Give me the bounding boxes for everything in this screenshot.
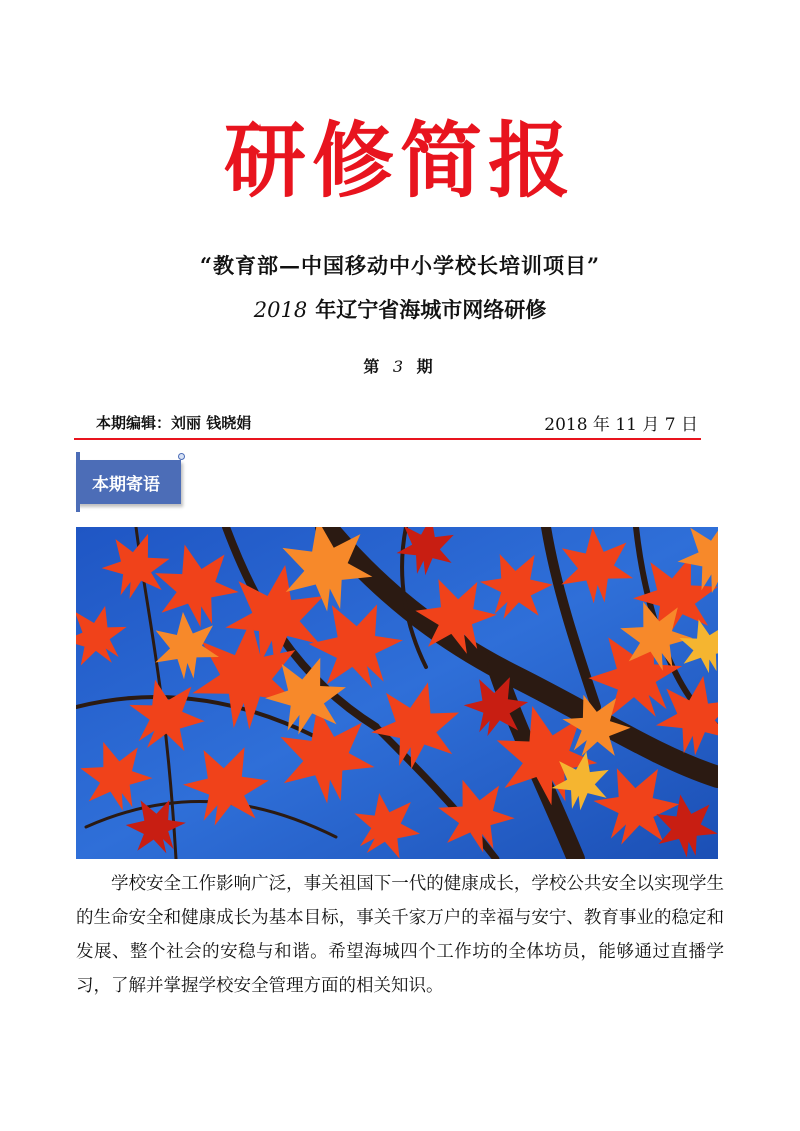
autumn-red-maple-leaves-photo-icon xyxy=(76,527,718,859)
program-name: 年辽宁省海城市网络研修 xyxy=(315,297,547,322)
program-subtitle xyxy=(0,294,800,324)
publish-date: 2018 年 11 月 7 日 xyxy=(544,415,698,435)
issue-suffix: 期 xyxy=(416,357,437,376)
program-year: 2018 xyxy=(253,298,308,322)
issue-number-value: 3 xyxy=(392,357,408,376)
body-paragraph: 学校安全工作影响广泛，事关祖国下一代的健康成长，学校公共安全以实现学生的生命安全和健康成长为基本目标，事关千家万户的幸福与安宁、教育事业的稳定和发展、整个社会的安稳与和谐。希望海城四个工作坊的全体坊员，能够通过直播学习，了解并掌握学校安全管理方面的相关知识。 xyxy=(76,874,724,996)
section-tab-dot xyxy=(178,453,185,460)
editor-line: 本期编辑：刘丽 钱晓娟 xyxy=(96,414,252,432)
section-tab xyxy=(76,460,181,504)
autumn-leaves-photo xyxy=(76,527,718,859)
issue-prefix: 第 xyxy=(363,357,384,376)
project-subtitle: “教育部—中国移动中小学校长培训项目” xyxy=(199,253,601,278)
masthead-title: 研修简报 xyxy=(223,114,576,209)
section-tab-bar xyxy=(76,452,80,512)
section-title: 本期寄语 xyxy=(92,475,160,495)
issue-number xyxy=(0,354,800,377)
header-divider xyxy=(74,438,701,440)
